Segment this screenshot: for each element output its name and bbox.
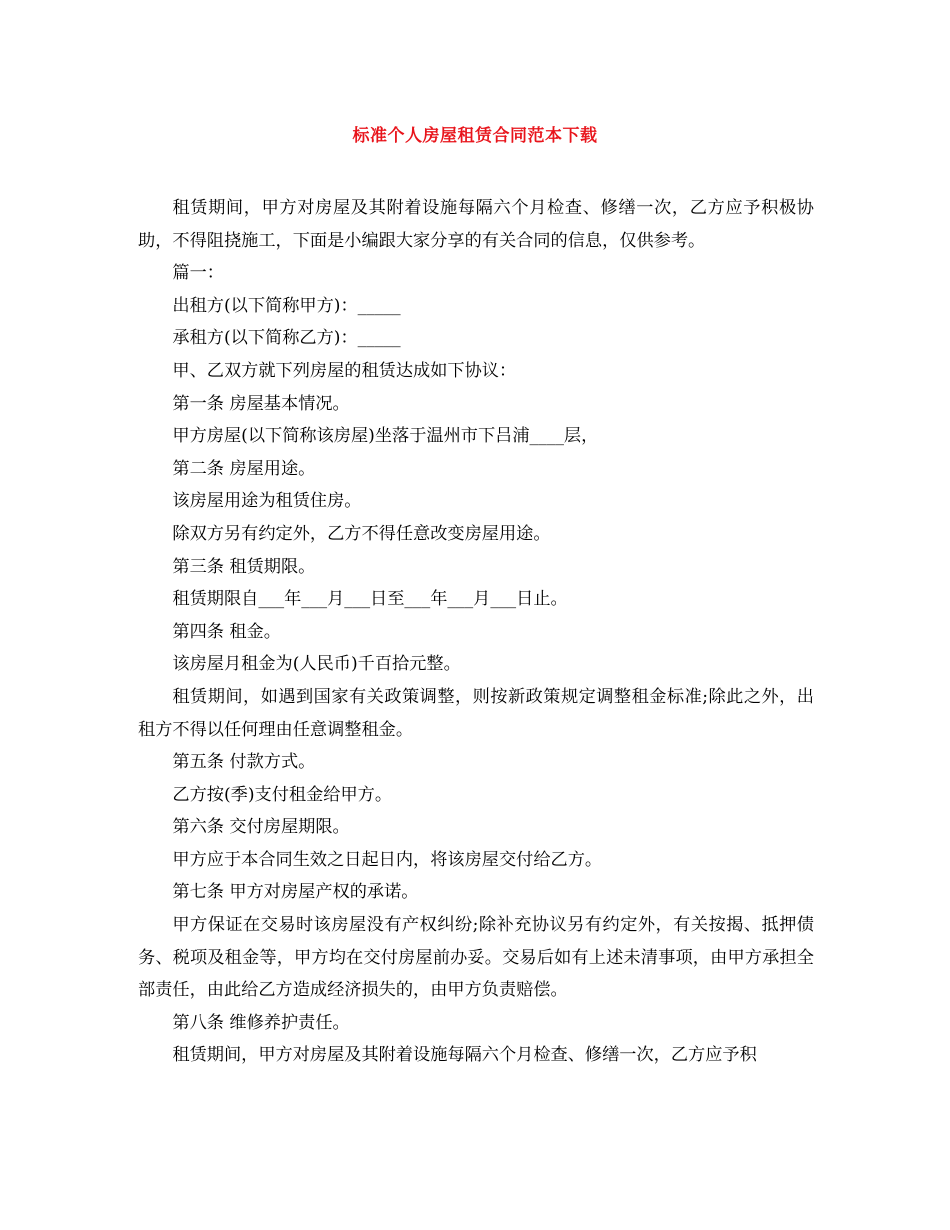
article-heading: 第五条 付款方式。 (172, 752, 316, 773)
paragraph: 甲、乙双方就下列房屋的租赁达成如下协议： (172, 360, 517, 381)
paragraph: 篇一： (172, 263, 224, 284)
paragraph: 除双方另有约定外，乙方不得任意改变房屋用途。 (172, 523, 551, 544)
document-body (138, 192, 814, 1072)
paragraph: 乙方按(季)支付租金给甲方。 (172, 784, 393, 805)
paragraph: 租赁期限自___年___月___日至___年___月___日止。 (172, 589, 568, 610)
document-title: 标准个人房屋租赁合同范本下载 (352, 126, 598, 146)
paragraph: 租赁期间，如遇到国家有关政策调整，则按新政策规定调整租金标准;除此之外，出租方不得以任何理由任意调整租金。 (138, 686, 814, 740)
paragraph: 租赁期间，甲方对房屋及其附着设施每隔六个月检查、修缮一次，乙方应予积极协助，不得阻挠施工，下面是小编跟大家分享的有关合同的信息，仅供参考。 (138, 198, 814, 251)
article-heading: 第四条 租金。 (172, 621, 281, 642)
article-heading: 第二条 房屋用途。 (172, 458, 316, 479)
article-heading: 第六条 交付房屋期限。 (172, 817, 350, 838)
article-heading: 第七条 甲方对房屋产权的承诺。 (172, 882, 419, 903)
paragraph: 出租方(以下简称甲方)：_____ (172, 295, 401, 316)
paragraph: 甲方房屋(以下简称该房屋)坐落于温州市下吕浦____层， (172, 426, 599, 447)
article-heading: 第三条 租赁期限。 (172, 556, 316, 577)
paragraph: 该房屋月租金为(人民币)千百拾元整。 (172, 654, 461, 675)
paragraph: 租赁期间，甲方对房屋及其附着设施每隔六个月检查、修缮一次，乙方应予积 (172, 1045, 757, 1066)
paragraph: 承租方(以下简称乙方)：_____ (172, 328, 401, 349)
paragraph: 甲方保证在交易时该房屋没有产权纠纷;除补充协议另有约定外，有关按揭、抵押债务、税项及租金等，甲方均在交付房屋前办妥。交易后如有上述未清事项，由甲方承担全部责任，由此给乙方造成经济损失的，由甲方负责赔偿。 (138, 915, 814, 1001)
paragraph: 甲方应于本合同生效之日起日内，将该房屋交付给乙方。 (172, 849, 603, 870)
paragraph: 该房屋用途为租赁住房。 (172, 491, 362, 512)
article-heading: 第一条 房屋基本情况。 (172, 393, 350, 414)
article-heading: 第八条 维修养护责任。 (172, 1012, 350, 1033)
